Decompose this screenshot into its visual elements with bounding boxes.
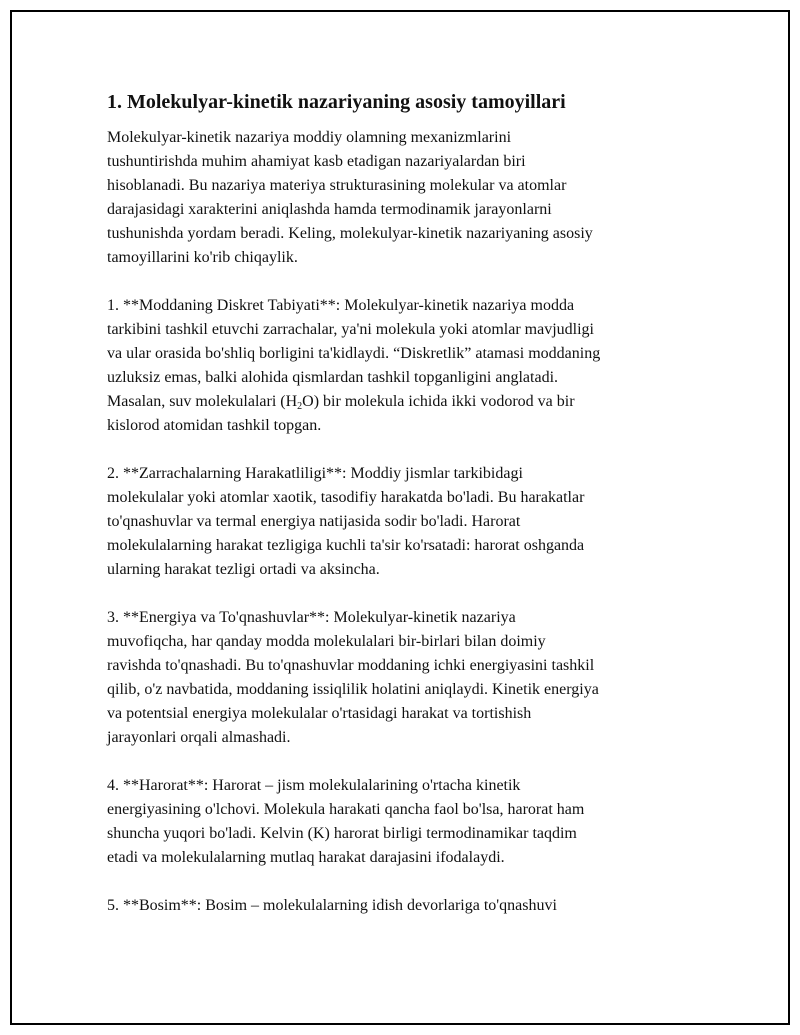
text-line: qilib, o'z navbatida, moddaning issiqlilik holatini aniqlaydi. Kinetik energiya [107,681,599,698]
list-item-discrete-nature [107,294,692,438]
text-line: muvofiqcha, har qanday modda molekulalari bir-birlari bilan doimiy [107,633,546,650]
text-line: hisoblanadi. Bu nazariya materiya strukturasining molekular va atomlar [107,177,567,194]
text-line: Molekulyar-kinetik nazariya moddiy olamning mexanizmlarini [107,129,512,146]
list-item-particle-motion [107,462,692,582]
water-subscript: 2 [297,401,303,412]
section-heading: 1. Molekulyar-kinetik nazariyaning asosiy tamoyillari [107,91,566,113]
text-line: 2. **Zarrachalarning Harakatliligi**: Moddiy jismlar tarkibidagi [107,465,523,482]
water-text-after: O) bir molekula ichida ikki vodorod va bir [302,393,575,410]
text-line: tarkibini tashkil etuvchi zarrachalar, ya'ni molekula yoki atomlar mavjudligi [107,321,594,338]
text-line: etadi va molekulalarning mutlaq harakat darajasini ifodalaydi. [107,849,505,866]
text-line: energiyasining o'lchovi. Molekula harakati qancha faol bo'lsa, harorat ham [107,801,585,818]
text-line: shuncha yuqori bo'ladi. Kelvin (K) harorat birligi termodinamikar taqdim [107,825,577,842]
text-line: molekulalar yoki atomlar xaotik, tasodifiy harakatda bo'ladi. Bu harakatlar [107,489,585,506]
text-line: kislorod atomidan tashkil topgan. [107,417,322,434]
text-line: tamoyillarini ko'rib chiqaylik. [107,249,298,266]
text-line: tushuntirishda muhim ahamiyat kasb etadigan nazariyalardan biri [107,153,526,170]
list-item-energy-collisions [107,606,692,750]
list-item-pressure [107,894,692,918]
text-line: va ular orasida bo'shliq borligini ta'kidlaydi. “Diskretlik” atamasi moddaning [107,345,601,362]
text-line: va potentsial energiya molekulalar o'rtasidagi harakat va tortishish [107,705,532,722]
text-line-water-formula [107,390,692,414]
text-line: 3. **Energiya va To'qnashuvlar**: Molekulyar-kinetik nazariya [107,609,516,626]
text-line: 4. **Harorat**: Harorat – jism molekulalarining o'rtacha kinetik [107,777,521,794]
document-body [107,88,692,942]
text-line: 1. **Moddaning Diskret Tabiyati**: Molekulyar-kinetik nazariya modda [107,297,575,314]
text-line: ravishda to'qnashadi. Bu to'qnashuvlar moddaning ichki energiyasini tashkil [107,657,595,674]
text-line: jarayonlari orqali almashadi. [107,729,291,746]
text-line: molekulalarning harakat tezligiga kuchli ta'sir ko'rsatadi: harorat oshganda [107,537,585,554]
water-text-before: Masalan, suv molekulalari (H [107,393,298,410]
text-line: tushunishda yordam beradi. Keling, molekulyar-kinetik nazariyaning asosiy [107,225,593,242]
intro-paragraph [107,126,692,270]
text-line: darajasidagi xarakterini aniqlashda hamda termodinamik jarayonlarni [107,201,552,218]
text-line: ularning harakat tezligi ortadi va aksincha. [107,561,380,578]
list-item-temperature [107,774,692,870]
text-line: uzluksiz emas, balki alohida qismlardan tashkil topganligini anglatadi. [107,369,559,386]
text-line: 5. **Bosim**: Bosim – molekulalarning idish devorlariga to'qnashuvi [107,897,557,914]
text-line: to'qnashuvlar va termal energiya natijasida sodir bo'ladi. Harorat [107,513,521,530]
